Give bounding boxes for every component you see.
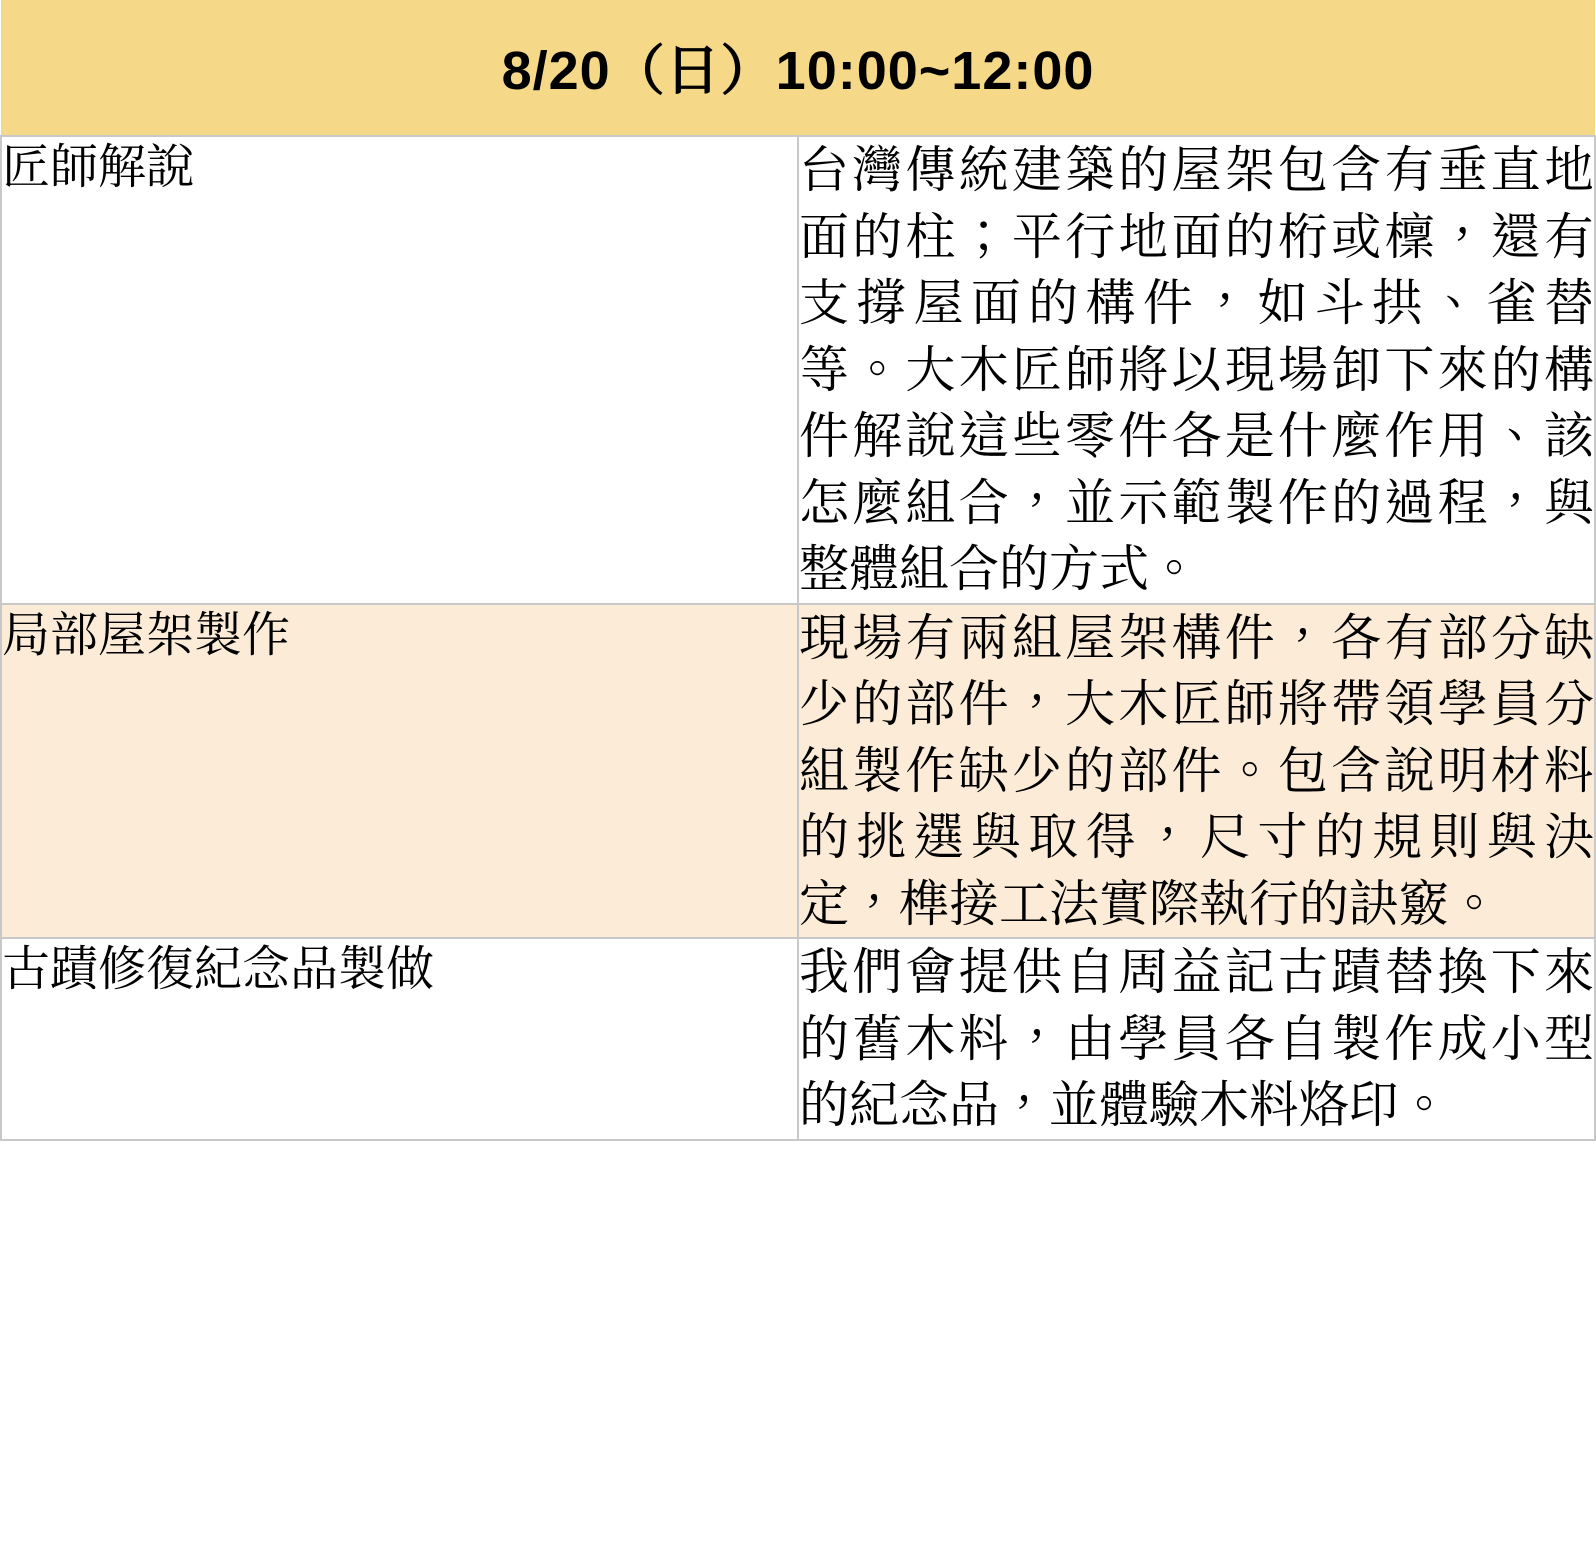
- table-row: [1, 604, 1595, 939]
- row-label: 局部屋架製作: [1, 604, 798, 939]
- schedule-title: 8/20（日）10:00~12:00: [1, 0, 1595, 136]
- row-description: 現場有兩組屋架構件，各有部分缺少的部件，大木匠師將帶領學員分組製作缺少的部件。包含說明材料的挑選與取得，尺寸的規則與決定，榫接工法實際執行的訣竅。: [798, 604, 1595, 939]
- table-row: [1, 938, 1595, 1140]
- row-label: 古蹟修復紀念品製做: [1, 938, 798, 1140]
- row-description: 台灣傳統建築的屋架包含有垂直地面的柱；平行地面的桁或檁，還有支撐屋面的構件，如斗拱、雀替等。大木匠師將以現場卸下來的構件解說這些零件各是什麼作用、該怎麼組合，並示範製作的過程，與整體組合的方式。: [798, 136, 1595, 604]
- table-row: [1, 136, 1595, 604]
- row-label: 匠師解說: [1, 136, 798, 604]
- table-header-row: [1, 0, 1595, 136]
- row-description: 我們會提供自周益記古蹟替換下來的舊木料，由學員各自製作成小型的紀念品，並體驗木料烙印。: [798, 938, 1595, 1140]
